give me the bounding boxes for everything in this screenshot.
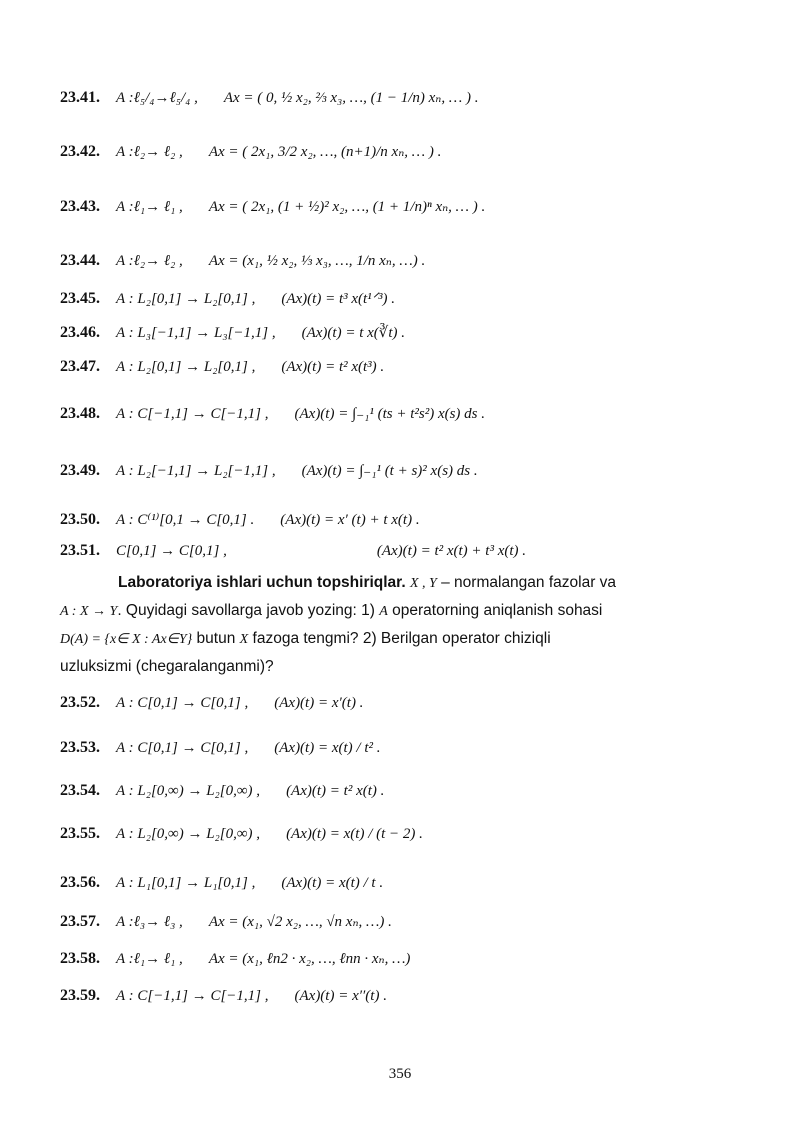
problem-23-54 [60, 781, 740, 801]
operator-definition: A : L₂[0,∞) → L₂[0,∞) , [116, 826, 261, 842]
operator-formula: (Ax)(t) = x(t) / t . [281, 875, 384, 891]
operator-formula: (Ax)(t) = x′′(t) . [294, 988, 387, 1004]
operator-mapping: A : X → Y [60, 604, 118, 619]
operator-definition: A : C[0,1] → C[0,1] , [116, 695, 249, 711]
problem-number: 23.51. [60, 542, 100, 559]
problem-number: 23.57. [60, 913, 100, 930]
operator-definition: A :ℓ₃→ ℓ₃ , [116, 914, 183, 930]
operator-definition: A : L₂[−1,1] → L₂[−1,1] , [116, 463, 276, 479]
lab-text-2: . Quyidagi savollarga javob yozing: 1) [117, 602, 375, 619]
lab-instructions [60, 569, 700, 680]
lab-text-4: butun [192, 630, 240, 647]
problem-23-55 [60, 824, 740, 844]
operator-definition: A : L₃[−1,1] → L₃[−1,1] , [116, 325, 276, 341]
problem-23-59 [60, 986, 740, 1006]
problem-23-48 [60, 404, 740, 424]
spaces-xy: X , Y [409, 576, 437, 591]
lab-text-5: fazoga tengmi? 2) Berilgan operator chiziqli [248, 630, 551, 647]
problem-23-52 [60, 693, 740, 713]
operator-formula: (Ax)(t) = x(t) / (t − 2) . [286, 826, 423, 842]
problem-number: 23.58. [60, 950, 100, 967]
problem-number: 23.50. [60, 511, 100, 528]
page-number: 356 [388, 1066, 412, 1082]
operator-definition: A : C⁽¹⁾[0,1 → C[0,1] . [116, 512, 255, 528]
problem-23-44 [60, 251, 740, 271]
operator-formula: (Ax)(t) = t² x(t³) . [281, 359, 385, 375]
problem-number: 23.45. [60, 290, 100, 307]
problem-number: 23.56. [60, 874, 100, 891]
operator-formula: (Ax)(t) = x(t) / t² . [274, 740, 381, 756]
lab-text-6: uzluksizmi (chegaralanganmi)? [60, 658, 274, 675]
operator-definition: A : L₂[0,∞) → L₂[0,∞) , [116, 783, 261, 799]
problem-23-49 [60, 461, 740, 481]
domain-definition: D(A) = {x∈ X : Ax∈Y} [60, 632, 193, 647]
problem-23-42 [60, 142, 740, 162]
problem-number: 23.55. [60, 825, 100, 842]
operator-definition: A :ℓ₁→ ℓ₁ , [116, 199, 183, 215]
operator-formula: Ax = ( 0, ½ x₂, ⅔ x₃, …, (1 − 1/n) xₙ, … ) . [223, 90, 479, 106]
operator-formula: Ax = ( 2x₁, (1 + ½)² x₂, …, (1 + 1/n)ⁿ xₙ, … ) . [208, 199, 486, 215]
problem-number: 23.47. [60, 358, 100, 375]
problem-23-43 [60, 197, 740, 217]
problem-23-56 [60, 873, 740, 893]
lab-text-1: – normalangan fazolar va [436, 574, 617, 591]
problem-number: 23.48. [60, 405, 100, 422]
problem-number: 23.59. [60, 987, 100, 1004]
operator-definition: A : C[−1,1] → C[−1,1] , [116, 406, 269, 422]
operator-definition: A :ℓ₂→ ℓ₂ , [116, 253, 183, 269]
operator-definition: A : L₂[0,1] → L₂[0,1] , [116, 291, 256, 307]
operator-formula: (Ax)(t) = t x(∛t) . [301, 325, 405, 341]
problem-23-50 [60, 510, 740, 530]
problem-23-53 [60, 738, 740, 758]
operator-formula: (Ax)(t) = t² x(t) + t³ x(t) . [376, 543, 527, 559]
problem-number: 23.49. [60, 462, 100, 479]
problem-23-57 [60, 912, 740, 932]
problem-number: 23.46. [60, 324, 100, 341]
operator-definition: A : C[−1,1] → C[−1,1] , [116, 988, 269, 1004]
problem-23-58 [60, 949, 740, 969]
operator-definition: C[0,1] → C[0,1] , [116, 543, 227, 559]
lab-heading: Laboratoriya ishlari uchun topshiriqlar. [118, 574, 406, 591]
operator-formula: Ax = (x₁, ℓn2 · x₂, …, ℓnn · xₙ, …) [208, 951, 411, 967]
operator-definition: A :ℓ₂→ ℓ₂ , [116, 144, 183, 160]
operator-formula: (Ax)(t) = ∫₋₁¹ (ts + t²s²) x(s) ds . [294, 406, 486, 422]
problem-23-46 [60, 323, 740, 343]
operator-definition: A : L₁[0,1] → L₁[0,1] , [116, 875, 256, 891]
problem-23-51 [60, 541, 740, 561]
operator-definition: A : C[0,1] → C[0,1] , [116, 740, 249, 756]
problem-23-41 [60, 88, 740, 108]
operator-formula: (Ax)(t) = t³ x(t¹ᐟ³) . [281, 291, 396, 307]
problem-23-45 [60, 289, 740, 309]
operator-formula: (Ax)(t) = ∫₋₁¹ (t + s)² x(s) ds . [301, 463, 478, 479]
problem-23-47 [60, 357, 740, 377]
operator-definition: A :ℓ₁→ ℓ₁ , [116, 951, 183, 967]
operator-formula: (Ax)(t) = t² x(t) . [286, 783, 385, 799]
problem-number: 23.42. [60, 143, 100, 160]
problem-number: 23.52. [60, 694, 100, 711]
operator-formula: Ax = (x₁, √2 x₂, …, √n xₙ, …) . [208, 914, 392, 930]
operator-a: A [379, 604, 388, 619]
problem-number: 23.54. [60, 782, 100, 799]
problem-number: 23.41. [60, 89, 100, 106]
operator-definition: A :ℓ₅/₄→ℓ₅/₄ , [116, 90, 198, 106]
problem-number: 23.44. [60, 252, 100, 269]
operator-formula: (Ax)(t) = x′(t) . [274, 695, 364, 711]
operator-formula: Ax = ( 2x₁, 3/2 x₂, …, (n+1)/n xₙ, … ) . [208, 144, 442, 160]
problem-number: 23.43. [60, 198, 100, 215]
operator-definition: A : L₂[0,1] → L₂[0,1] , [116, 359, 256, 375]
lab-text-3: operatorning aniqlanish sohasi [387, 602, 603, 619]
space-x: X [239, 632, 249, 647]
problem-number: 23.53. [60, 739, 100, 756]
operator-formula: Ax = (x₁, ½ x₂, ⅓ x₃, …, 1/n xₙ, …) . [208, 253, 426, 269]
operator-formula: (Ax)(t) = x′ (t) + t x(t) . [280, 512, 420, 528]
